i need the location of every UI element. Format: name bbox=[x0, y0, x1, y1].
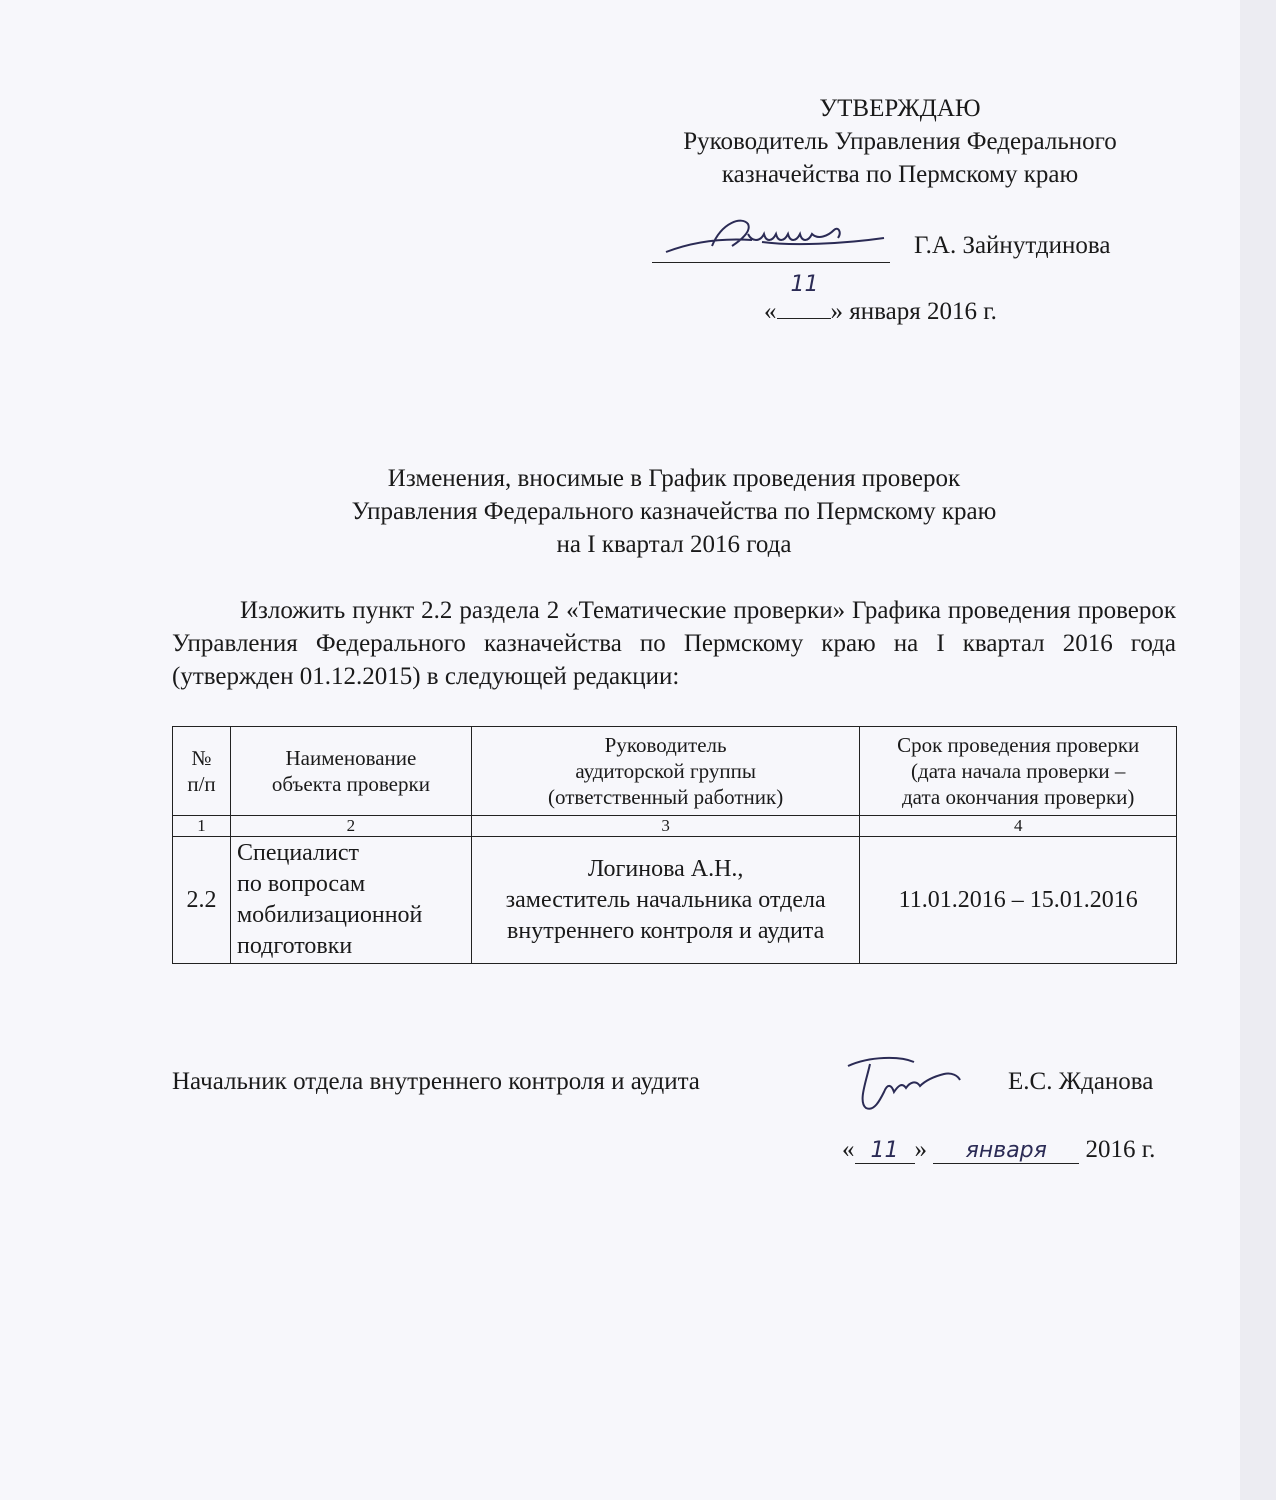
footer-date: « 11 » января 2016 г. bbox=[842, 1136, 1156, 1163]
column-number: 4 bbox=[860, 816, 1177, 837]
approval-date-day-field bbox=[777, 272, 831, 319]
header-cell: № п/п bbox=[173, 727, 231, 816]
approval-position-line2: казначейства по Пермскому краю bbox=[721, 161, 1079, 188]
approval-signer-name: Г.А. Зайнутдинова bbox=[914, 232, 1111, 259]
table-column-numbers-row bbox=[173, 816, 1177, 837]
scan-edge bbox=[1240, 0, 1276, 1500]
column-number: 3 bbox=[471, 816, 860, 837]
header-cell: Руководитель аудиторской группы (ответственный работник) bbox=[471, 727, 860, 816]
row-period: 11.01.2016 – 15.01.2016 bbox=[860, 837, 1177, 964]
footer-date-month: января bbox=[933, 1138, 1079, 1164]
header-cell: Срок проведения проверки (дата начала проверки – дата окончания проверки) bbox=[860, 727, 1177, 816]
table-row bbox=[173, 837, 1177, 964]
approval-signature-row bbox=[652, 220, 1172, 264]
approval-position-line1: Руководитель Управления Федерального bbox=[683, 128, 1117, 155]
footer-signer-name: Е.С. Жданова bbox=[1008, 1068, 1154, 1095]
table-header-row bbox=[173, 727, 1177, 816]
footer-position: Начальник отдела внутреннего контроля и аудита bbox=[172, 1068, 700, 1095]
approval-date-day: 11 bbox=[790, 272, 819, 297]
row-object: Специалист по вопросам мобилизационной подготовки bbox=[230, 837, 471, 964]
approval-date: « 11 » января 2016 г. bbox=[764, 272, 997, 325]
approval-block bbox=[620, 92, 1180, 191]
approval-heading: УТВЕРЖДАЮ bbox=[819, 95, 981, 122]
row-leader: Логинова А.Н., заместитель начальника отдела внутреннего контроля и аудита bbox=[471, 837, 860, 964]
column-number: 1 bbox=[173, 816, 231, 837]
body-paragraph: Изложить пункт 2.2 раздела 2 «Тематические проверки» Графика проведения проверок Управления Федерального казначейства по Пермскому краю на I квартал 2016 года (утвержден 01.12.2015) в следующей редакции: bbox=[172, 597, 1176, 690]
document-title: Изменения, вносимые в График проведения проверок Управления Федерального казначейства по Пермскому краю на I квартал 2016 года bbox=[351, 465, 997, 558]
header-cell: Наименование объекта проверки bbox=[230, 727, 471, 816]
row-number: 2.2 bbox=[173, 837, 231, 964]
footer-date-day: 11 bbox=[855, 1138, 915, 1164]
column-number: 2 bbox=[230, 816, 471, 837]
signature-line bbox=[652, 262, 890, 263]
schedule-table bbox=[172, 726, 1177, 964]
